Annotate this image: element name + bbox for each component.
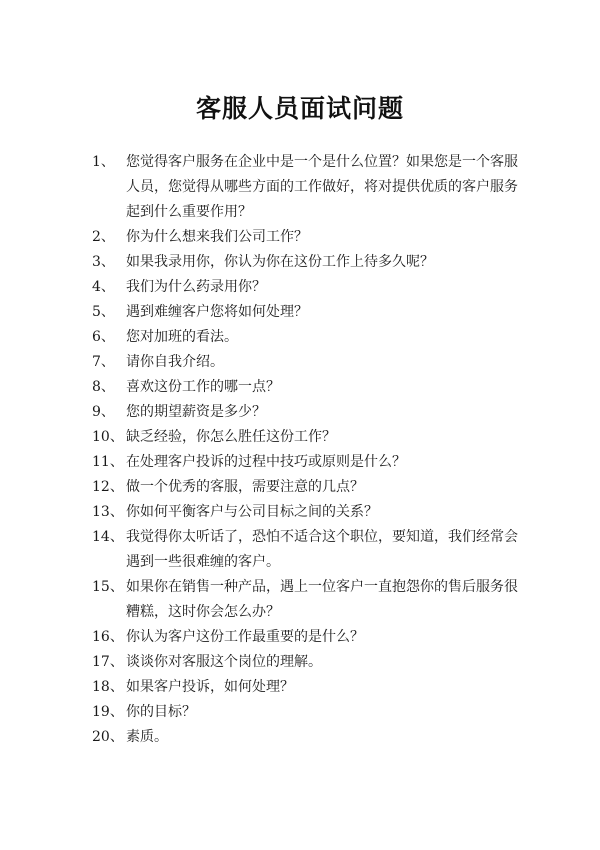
question-item — [0, 725, 600, 750]
question-text: 我们为什么药录用你？ — [126, 279, 266, 295]
question-number: 1、 — [92, 154, 115, 170]
question-number: 13、 — [92, 504, 124, 520]
question-number: 10、 — [92, 429, 124, 445]
question-number: 12、 — [92, 479, 124, 495]
question-number: 15、 — [92, 579, 124, 595]
question-text: 如果客户投诉，如何处理？ — [126, 679, 294, 695]
question-number: 18、 — [92, 679, 124, 695]
question-item — [0, 150, 600, 225]
question-text: 素质。 — [126, 729, 168, 745]
question-item — [0, 675, 600, 700]
question-number: 3、 — [92, 254, 115, 270]
question-item — [0, 475, 600, 500]
question-item — [0, 625, 600, 650]
question-text: 你为什么想来我们公司工作？ — [126, 229, 308, 245]
question-text: 你认为客户这份工作最重要的是什么？ — [126, 629, 364, 645]
question-number: 17、 — [92, 654, 124, 670]
question-text: 您觉得客户服务在企业中是一个是什么位置？如果您是一个客服人员，您觉得从哪些方面的工作做好，将对提供优质的客户服务起到什么重要作用？ — [126, 154, 518, 220]
question-number: 5、 — [92, 304, 115, 320]
question-number: 8、 — [92, 379, 115, 395]
question-text: 你的目标？ — [126, 704, 196, 720]
question-item — [0, 575, 600, 625]
question-item — [0, 450, 600, 475]
question-item — [0, 500, 600, 525]
question-item — [0, 375, 600, 400]
question-number: 16、 — [92, 629, 124, 645]
question-number: 2、 — [92, 229, 115, 245]
question-item — [0, 525, 600, 575]
question-item — [0, 225, 600, 250]
question-text: 缺乏经验，你怎么胜任这份工作？ — [126, 429, 336, 445]
question-text: 如果我录用你，你认为你在这份工作上待多久呢？ — [126, 254, 434, 270]
question-text: 做一个优秀的客服，需要注意的几点？ — [126, 479, 364, 495]
question-text: 我觉得你太听话了，恐怕不适合这个职位，要知道，我们经常会遇到一些很难缠的客户。 — [126, 529, 518, 570]
question-text: 遇到难缠客户您将如何处理？ — [126, 304, 308, 320]
question-number: 6、 — [92, 329, 115, 345]
question-item — [0, 300, 600, 325]
question-text: 谈谈你对客服这个岗位的理解。 — [126, 654, 322, 670]
question-number: 9、 — [92, 404, 115, 420]
question-item — [0, 700, 600, 725]
question-number: 4、 — [92, 279, 115, 295]
question-text: 您的期望薪资是多少？ — [126, 404, 266, 420]
question-text: 喜欢这份工作的哪一点？ — [126, 379, 280, 395]
question-item — [0, 275, 600, 300]
question-number: 20、 — [92, 729, 124, 745]
question-item — [0, 250, 600, 275]
question-item — [0, 425, 600, 450]
question-number: 7、 — [92, 354, 115, 370]
page-title: 客服人员面试问题 — [195, 94, 404, 123]
question-item — [0, 325, 600, 350]
question-item — [0, 400, 600, 425]
question-text: 如果你在销售一种产品，遇上一位客户一直抱怨你的售后服务很糟糕，这时你会怎么办？ — [126, 579, 518, 620]
question-text: 您对加班的看法。 — [126, 329, 238, 345]
question-text: 在处理客户投诉的过程中技巧或原则是什么？ — [126, 454, 406, 470]
question-item — [0, 650, 600, 675]
question-number: 19、 — [92, 704, 124, 720]
question-text: 请你自我介绍。 — [126, 354, 224, 370]
question-item — [0, 350, 600, 375]
question-list — [0, 150, 600, 750]
question-number: 11、 — [92, 454, 124, 470]
question-number: 14、 — [92, 529, 124, 545]
question-text: 你如何平衡客户与公司目标之间的关系？ — [126, 504, 378, 520]
